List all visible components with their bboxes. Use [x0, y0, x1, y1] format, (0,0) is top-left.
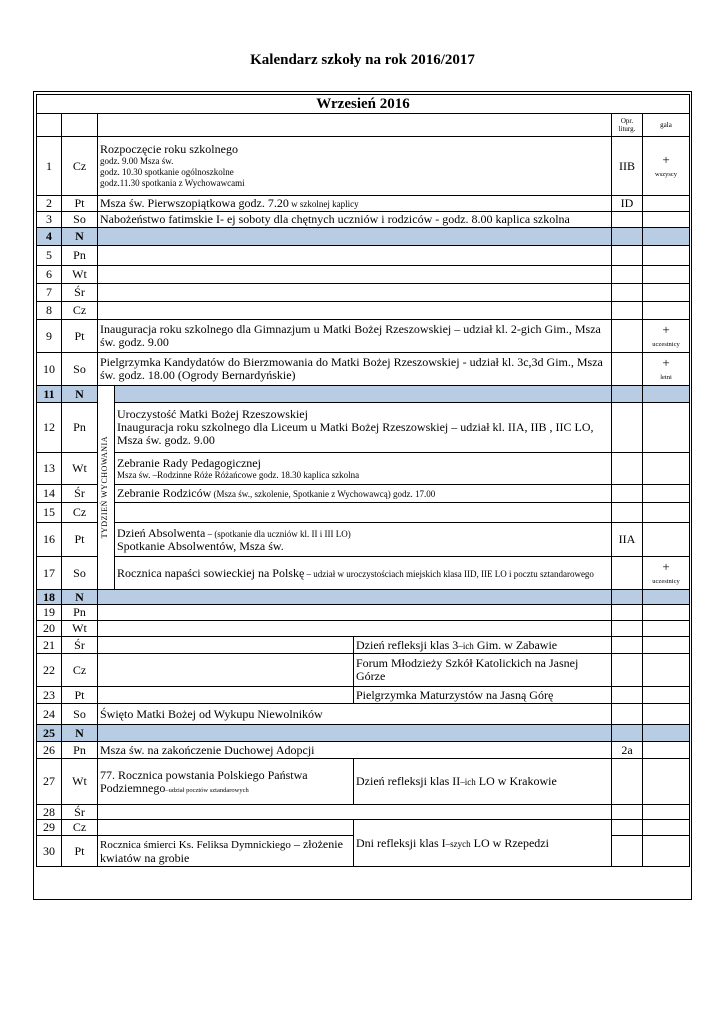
- day-number: 25: [37, 725, 62, 742]
- event-title: Rocznica napaści sowieckiej na Polskę: [117, 565, 305, 580]
- event-cell: [115, 485, 612, 503]
- day-of-week: Cz: [62, 137, 98, 196]
- event-detail: Spotkanie Absolwentów, Msza św.: [117, 538, 284, 553]
- day-of-week: Pt: [62, 687, 98, 704]
- day-number: 19: [37, 605, 62, 621]
- day-number: 8: [37, 302, 62, 320]
- day-number: 20: [37, 621, 62, 637]
- day-row: [37, 302, 690, 320]
- day-number: 12: [37, 403, 62, 453]
- month-title: Wrzesień 2016: [37, 95, 690, 114]
- day-number: 21: [37, 637, 62, 654]
- day-of-week: So: [62, 557, 98, 590]
- day-number: 30: [37, 836, 62, 867]
- day-of-week: N: [62, 228, 98, 246]
- day-number: 24: [37, 704, 62, 725]
- event-cell: Inauguracja roku szkolnego dla Gimnazjum u Matki Bożej Rzeszowskiej – udział kl. 2-gich Gim., Msza św. godz. 9.00: [98, 320, 612, 353]
- event-title: 77. Rocznica powstania Polskiego Państwa Podziemnego: [100, 767, 308, 795]
- day-number: 2: [37, 196, 62, 212]
- day-row: [37, 196, 690, 212]
- event-detail: Inauguracja roku szkolnego dla Liceum u Matki Bożej Rzeszowskiej – udział kl. IIA, IIB , IIC LO, Msza św. godz. 9.00: [117, 420, 594, 447]
- day-of-week: Pt: [62, 523, 98, 557]
- day-of-week: Cz: [62, 302, 98, 320]
- gala-plus: +: [662, 321, 670, 337]
- day-number: 15: [37, 503, 62, 523]
- event-detail: LO w Krakowie: [475, 774, 557, 788]
- day-of-week: Pt: [62, 320, 98, 353]
- day-of-week: Cz: [62, 503, 98, 523]
- liturgy-cell: ID: [612, 196, 643, 212]
- event-cell: [115, 523, 612, 557]
- day-row: [37, 820, 690, 836]
- event-detail: godz. 9.00 Msza św.: [100, 156, 174, 166]
- day-row: [37, 137, 690, 196]
- gala-cell: [643, 557, 690, 590]
- event-cell: [98, 836, 354, 867]
- day-of-week: Śr: [62, 284, 98, 302]
- day-number: 13: [37, 453, 62, 485]
- event-detail: – (spotkanie dla uczniów kl. II i III LO): [205, 528, 351, 539]
- day-row: [37, 453, 690, 485]
- day-row: [37, 704, 690, 725]
- event-title: Msza św. Pierwszopiątkowa godz. 7.20: [100, 196, 289, 210]
- event-title: Zebranie Rady Pedagogicznej: [117, 455, 261, 470]
- event-cell: [354, 759, 612, 805]
- event-detail: Msza św. –Rodzinne Róże Różańcowe godz. 18.30 kaplica szkolna: [117, 469, 360, 480]
- gala-header: gala: [643, 114, 690, 137]
- day-row: [37, 805, 690, 820]
- day-row: [37, 246, 690, 266]
- event-cell: Pielgrzymka Kandydatów do Bierzmowania do Matki Bożej Rzeszowskiej - udział kl. 3c,3d Gim., Msza św. godz. 18.00 (Ogrody Bernardyńskie): [98, 353, 612, 386]
- gala-plus: +: [662, 151, 670, 167]
- day-number: 27: [37, 759, 62, 805]
- day-of-week: N: [62, 725, 98, 742]
- liturgy-cell: 2a: [612, 742, 643, 759]
- liturgy-cell: IIB: [612, 137, 643, 196]
- day-of-week: Pn: [62, 246, 98, 266]
- day-of-week: Pn: [62, 742, 98, 759]
- event-title: Uroczystość Matki Bożej Rzeszowskiej: [117, 407, 308, 421]
- day-row: [37, 605, 690, 621]
- day-of-week: Śr: [62, 637, 98, 654]
- event-title: Dni refleksji klas I: [356, 835, 446, 850]
- day-row: [37, 687, 690, 704]
- event-cell: Pielgrzymka Maturzystów na Jasną Górę: [354, 687, 612, 704]
- gala-note: letni: [660, 373, 672, 381]
- event-cell: [354, 637, 612, 654]
- week-label-cell: [98, 386, 115, 590]
- day-of-week: Pt: [62, 196, 98, 212]
- day-number: 17: [37, 557, 62, 590]
- gala-cell: [643, 353, 690, 386]
- day-row: [37, 284, 690, 302]
- day-row: [37, 621, 690, 637]
- event-title: Rocznica śmierci Ks. Feliksa Dymnickiego: [100, 838, 291, 851]
- day-row: [37, 320, 690, 353]
- event-title: Dzień Absolwenta: [117, 525, 206, 540]
- event-cell: [98, 759, 354, 805]
- gala-cell: [643, 320, 690, 353]
- day-of-week: Śr: [62, 805, 98, 820]
- day-of-week: Wt: [62, 621, 98, 637]
- day-of-week: Wt: [62, 266, 98, 284]
- day-row: [37, 485, 690, 503]
- day-number: 10: [37, 353, 62, 386]
- day-number: 23: [37, 687, 62, 704]
- day-number: 11: [37, 386, 62, 403]
- day-of-week: Wt: [62, 453, 98, 485]
- day-row: [37, 212, 690, 228]
- event-cell: [98, 196, 612, 212]
- event-cell: Msza św. na zakończenie Duchowej Adopcji: [98, 742, 612, 759]
- event-cell: Forum Młodzieży Szkół Katolickich na Jasnej Górze: [354, 654, 612, 687]
- gala-plus: +: [662, 354, 670, 370]
- day-of-week: Cz: [62, 820, 98, 836]
- day-row: [37, 742, 690, 759]
- day-number: 26: [37, 742, 62, 759]
- event-detail: godz.11.30 spotkania z Wychowawcami: [100, 178, 245, 188]
- day-number: 6: [37, 266, 62, 284]
- sunday-row: [37, 590, 690, 605]
- day-row: [37, 654, 690, 687]
- gala-plus: +: [662, 558, 670, 574]
- sunday-row: [37, 386, 690, 403]
- liturgy-header: Opr. liturg.: [612, 114, 643, 137]
- event-detail: –udział pocztów sztandarowych: [165, 786, 249, 794]
- day-of-week: So: [62, 353, 98, 386]
- document-title: Kalendarz szkoły na rok 2016/2017: [250, 52, 475, 68]
- event-detail: Gim. w Zabawie: [473, 637, 558, 652]
- day-number: 29: [37, 820, 62, 836]
- day-number: 1: [37, 137, 62, 196]
- day-of-week: N: [62, 590, 98, 605]
- day-of-week: Śr: [62, 485, 98, 503]
- event-title: Dzień refleksji klas 3: [356, 637, 459, 652]
- day-number: 3: [37, 212, 62, 228]
- sunday-row: [37, 725, 690, 742]
- week-label: TYDZIEŃ WYCHOWANIA: [100, 436, 109, 539]
- event-cell: [354, 820, 612, 867]
- day-of-week: Cz: [62, 654, 98, 687]
- event-cell: Nabożeństwo fatimskie I- ej soboty dla chętnych uczniów i rodziców - godz. 8.00 kaplica szkolna: [98, 212, 612, 228]
- day-number: 7: [37, 284, 62, 302]
- day-row: [37, 266, 690, 284]
- event-cell: [115, 557, 612, 590]
- event-cell: Święto Matki Bożej od Wykupu Niewolników: [98, 704, 612, 725]
- day-row: [37, 557, 690, 590]
- day-number: 28: [37, 805, 62, 820]
- gala-note: wszyscy: [655, 170, 678, 178]
- event-detail: w szkolnej kaplicy: [288, 199, 359, 209]
- liturgy-cell: IIA: [612, 523, 643, 557]
- header-row: [37, 114, 690, 137]
- day-number: 5: [37, 246, 62, 266]
- day-of-week: Pn: [62, 403, 98, 453]
- day-row: [37, 353, 690, 386]
- event-suffix: –ich: [460, 777, 476, 787]
- day-number: 16: [37, 523, 62, 557]
- day-row: [37, 759, 690, 805]
- gala-note: uczestnicy: [652, 340, 680, 348]
- day-of-week: Wt: [62, 759, 98, 805]
- event-detail: – udział w uroczystościach miejskich klasa IID, IIE LO i pocztu sztandarowego: [304, 568, 594, 579]
- day-of-week: So: [62, 704, 98, 725]
- day-of-week: Pn: [62, 605, 98, 621]
- calendar-table: [36, 94, 690, 867]
- day-number: 9: [37, 320, 62, 353]
- event-suffix: –szych: [445, 838, 471, 849]
- day-number: 22: [37, 654, 62, 687]
- event-title: Dzień refleksji klas II: [356, 774, 461, 788]
- day-row: [37, 637, 690, 654]
- month-row: [37, 95, 690, 114]
- event-title: Zebranie Rodziców: [117, 486, 212, 500]
- day-of-week: So: [62, 212, 98, 228]
- event-detail: godz. 10.30 spotkanie ogólnoszkolne: [100, 167, 234, 177]
- gala-cell: [643, 137, 690, 196]
- event-detail: (Msza św., szkolenie, Spotkanie z Wychowawcą) godz. 17.00: [211, 489, 436, 499]
- event-detail: – złożenie kwiatów na grobie: [100, 836, 343, 865]
- event-cell: [115, 403, 612, 453]
- event-cell: [115, 453, 612, 485]
- gala-note: uczestnicy: [652, 577, 680, 585]
- event-title: Rozpoczęcie roku szkolnego: [100, 142, 238, 156]
- day-number: 18: [37, 590, 62, 605]
- day-number: 14: [37, 485, 62, 503]
- day-of-week: Pt: [62, 836, 98, 867]
- event-suffix: –ich: [458, 640, 474, 651]
- day-row: [37, 523, 690, 557]
- day-row: [37, 503, 690, 523]
- day-of-week: N: [62, 386, 98, 403]
- event-cell: [98, 137, 612, 196]
- event-detail: LO w Rzepedzi: [470, 835, 549, 850]
- day-row: [37, 403, 690, 453]
- sunday-row: [37, 228, 690, 246]
- day-number: 4: [37, 228, 62, 246]
